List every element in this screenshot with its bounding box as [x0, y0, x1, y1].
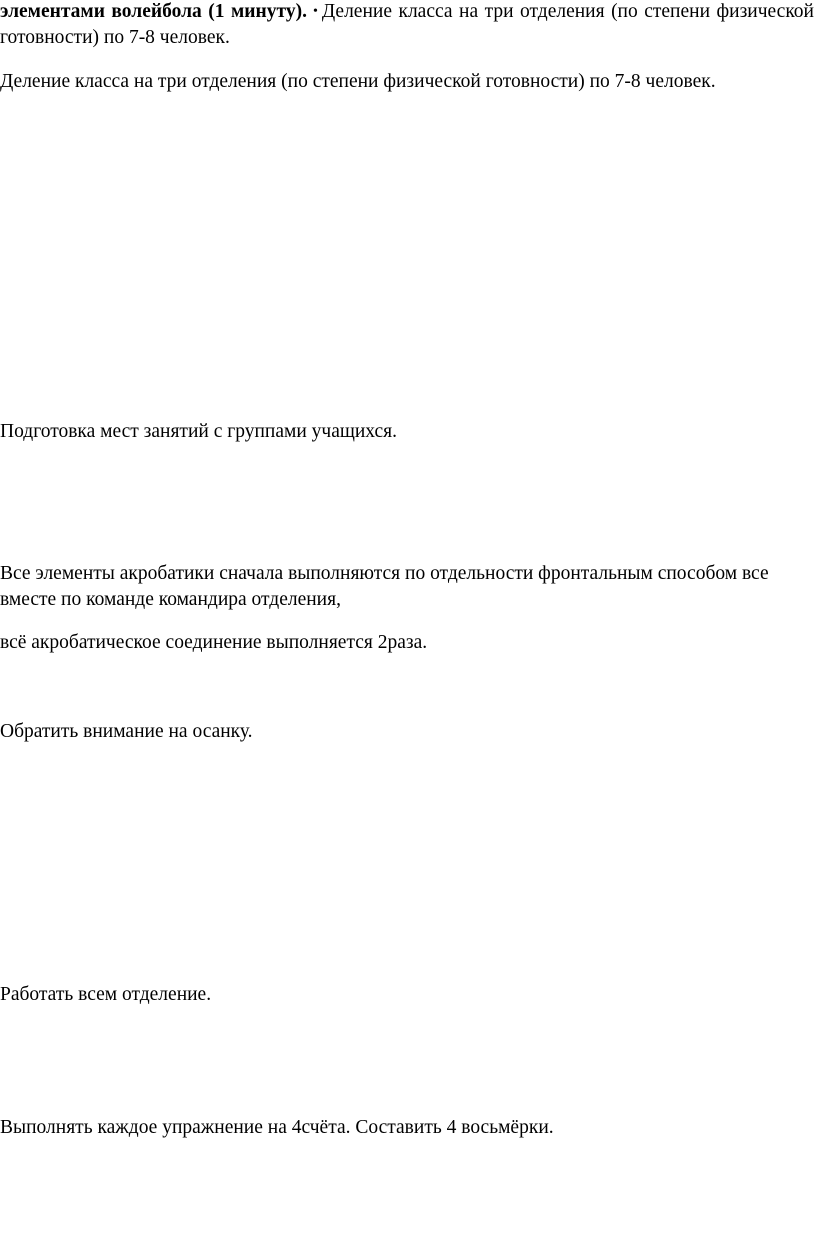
paragraph-work-division: Работать всем отделение.: [0, 984, 212, 1005]
paragraph-class-division: Деление класса на три отделения (по степени физической готовности) по 7-8 человек.: [0, 71, 716, 92]
paragraph-acrobatics-combination: всё акробатическое соединение выполняется 2раза.: [0, 632, 428, 653]
bold-lead-text: элементами волейбола (1 минуту).: [0, 1, 307, 22]
bullet-icon: •: [312, 4, 318, 19]
paragraph-posture: Обратить внимание на осанку.: [0, 721, 253, 742]
paragraph-class-division-bullet: [0, 0, 814, 51]
paragraph-text: Деление класса на три отделения (по степени физической готовности) по 7-8 человек.: [0, 1, 814, 48]
paragraph-acrobatics-elements: Все элементы акробатики сначала выполняются по отдельности фронтальным способом все вместе по команде командира отделения,: [0, 563, 769, 610]
paragraph-counts: Выполнять каждое упражнение на 4счёта. Составить 4 восьмёрки.: [0, 1117, 554, 1138]
paragraph-preparation: Подготовка мест занятий с группами учащихся.: [0, 421, 397, 442]
